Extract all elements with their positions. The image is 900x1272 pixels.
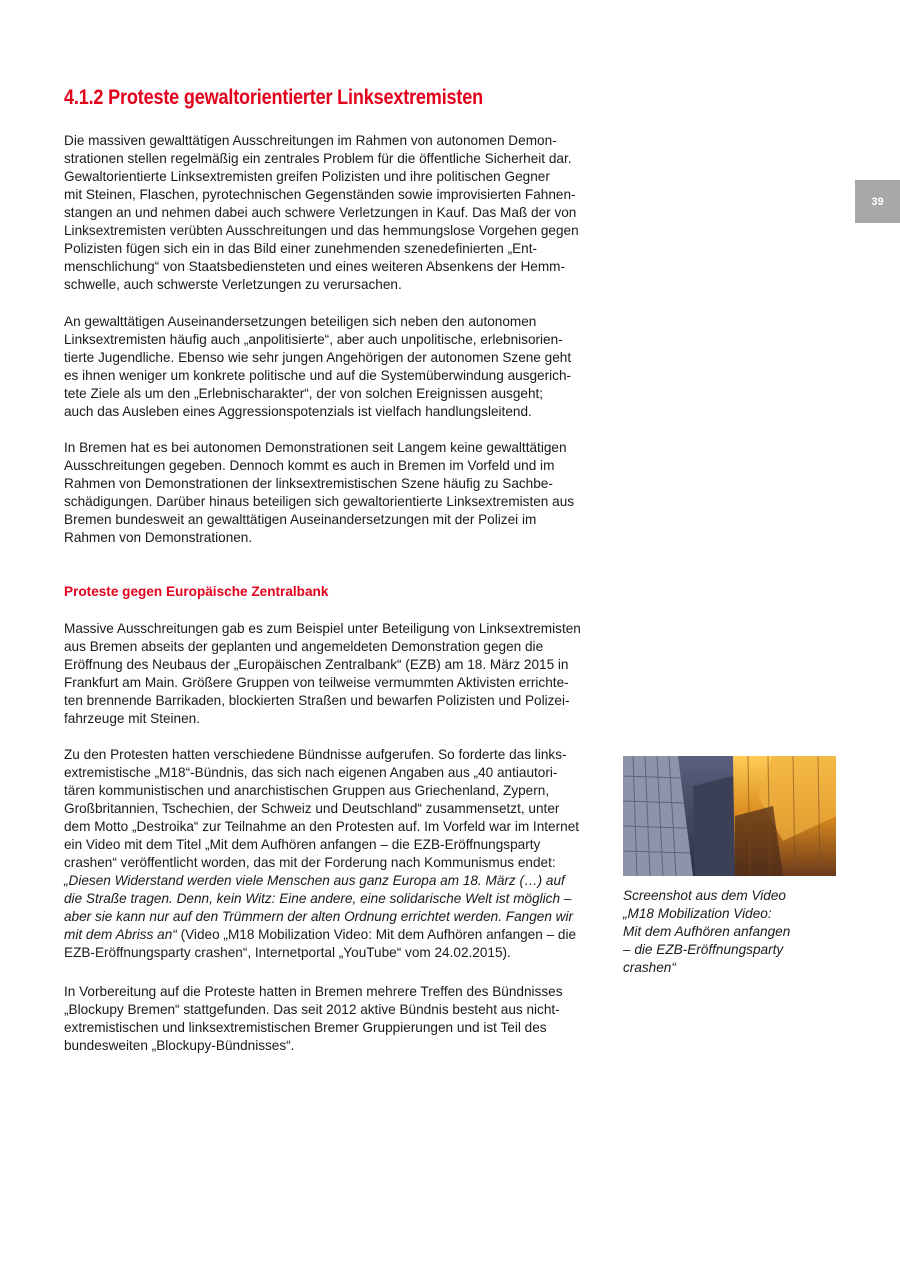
paragraph-line: In Bremen hat es bei autonomen Demonstrationen seit Langem keine gewalttätigen bbox=[64, 440, 567, 455]
paragraph-line: Linksextremisten häufig auch „anpolitisierte“, aber auch unpolitische, erlebnisorien- bbox=[64, 332, 563, 347]
video-screenshot-image bbox=[623, 756, 836, 876]
source-reference: (Video „M18 Mobilization Video: Mit dem Aufhören anfangen – die bbox=[176, 927, 577, 942]
paragraph-2 bbox=[64, 313, 614, 421]
paragraph-line: crashen“ veröffentlicht worden, das mit der Forderung nach Kommunismus endet: bbox=[64, 855, 556, 870]
paragraph-line: Eröffnung des Neubaus der „Europäischen Zentralbank“ (EZB) am 18. März 2015 in bbox=[64, 657, 569, 672]
caption-line: Mit dem Aufhören anfangen bbox=[623, 924, 791, 939]
caption-line: „M18 Mobilization Video: bbox=[623, 906, 772, 921]
quote-text: mit dem Abriss an“ bbox=[64, 927, 177, 942]
paragraph-line: Rahmen von Demonstrationen der linksextremistischen Szene häufig zu Sachbe- bbox=[64, 476, 553, 491]
quote-line bbox=[64, 890, 614, 908]
paragraph-line: tären kommunistischen und anarchistischen Gruppen aus Griechenland, Zypern, bbox=[64, 783, 550, 798]
paragraph-line: tete Ziele als um den „Erlebnischarakter“, der von solchen Ereignissen ausgeht; bbox=[64, 386, 544, 401]
paragraph-line: tierte Jugendliche. Ebenso wie sehr jungen Angehörigen der autonomen Szene geht bbox=[64, 350, 572, 365]
quote-text: aber sie kann nur auf den Trümmern der alten Ordnung errichtet werden. Fangen wir bbox=[64, 909, 574, 924]
quote-text: „Diesen Widerstand werden viele Menschen aus ganz Europa am 18. März (…) auf bbox=[64, 873, 565, 888]
paragraph-line: „Blockupy Bremen“ stattgefunden. Das seit 2012 aktive Bündnis besteht aus nicht- bbox=[64, 1002, 560, 1017]
paragraph-line: ten brennende Barrikaden, blockierten Straßen und bewarfen Polizisten und Polizei- bbox=[64, 693, 570, 708]
paragraph-line: Ausschreitungen gegeben. Dennoch kommt es auch in Bremen im Vorfeld und im bbox=[64, 458, 555, 473]
paragraph-line: Bremen bundesweit an gewalttätigen Auseinandersetzungen mit der Polizei im bbox=[64, 512, 537, 527]
paragraph-line: Rahmen von Demonstrationen. bbox=[64, 530, 253, 545]
paragraph-line: bundesweiten „Blockupy-Bündnisses“. bbox=[64, 1038, 295, 1053]
paragraph-1 bbox=[64, 132, 614, 294]
quote-line bbox=[64, 926, 614, 944]
paragraph-line: menschlichung“ von Staatsbediensteten und eines weiteren Absenkens der Hemm- bbox=[64, 259, 565, 274]
building-photo-illustration bbox=[623, 756, 836, 876]
paragraph-line: EZB-Eröffnungsparty crashen“, Internetportal „YouTube“ vom 24.02.2015). bbox=[64, 945, 511, 960]
paragraph-line: aus Bremen abseits der geplanten und angemeldeten Demonstration gegen die bbox=[64, 639, 544, 654]
quote-text: die Straße tragen. Denn, kein Witz: Eine andere, eine solidarische Welt ist möglich – bbox=[64, 891, 572, 906]
paragraph-line: schwelle, auch schwerste Verletzungen zu verursachen. bbox=[64, 277, 402, 292]
paragraph-3 bbox=[64, 439, 614, 547]
paragraph-line: In Vorbereitung auf die Proteste hatten in Bremen mehrere Treffen des Bündnisses bbox=[64, 984, 563, 999]
quote-line bbox=[64, 872, 614, 890]
paragraph-line: Gewaltorientierte Linksextremisten greifen Polizisten und ihre politischen Gegner bbox=[64, 169, 550, 184]
paragraph-line: Frankfurt am Main. Größere Gruppen von teilweise vermummten Aktivisten errichte- bbox=[64, 675, 569, 690]
paragraph-line: schädigungen. Darüber hinaus beteiligen sich gewaltorientierte Linksextremisten aus bbox=[64, 494, 575, 509]
subsection-title: Proteste gegen Europäische Zentralbank bbox=[64, 584, 329, 599]
paragraph-line: stangen an und nehmen dabei auch schwere Verletzungen in Kauf. Das Maß der von bbox=[64, 205, 577, 220]
paragraph-line: strationen stellen regelmäßig ein zentrales Problem für die öffentliche Sicherheit dar. bbox=[64, 151, 572, 166]
figure-caption bbox=[623, 887, 843, 977]
paragraph-line: extremistischen und linksextremistischen Bremer Gruppierungen und ist Teil des bbox=[64, 1020, 547, 1035]
paragraph-line: mit Steinen, Flaschen, pyrotechnischen Gegenständen sowie improvisierten Fahnen- bbox=[64, 187, 576, 202]
section-title: 4.1.2 Proteste gewaltorientierter Linksextremisten bbox=[64, 86, 483, 109]
paragraph-line: dem Motto „Destroika“ zur Teilnahme an den Protesten auf. Im Vorfeld war im Internet bbox=[64, 819, 580, 834]
paragraph-5 bbox=[64, 746, 614, 962]
paragraph-line: es ihnen weniger um konkrete politische und auf die Systemüberwindung ausgerich- bbox=[64, 368, 572, 383]
quote-line bbox=[64, 908, 614, 926]
caption-line: crashen“ bbox=[623, 960, 676, 975]
paragraph-4 bbox=[64, 620, 614, 728]
paragraph-line: Zu den Protesten hatten verschiedene Bündnisse aufgerufen. So forderte das links- bbox=[64, 747, 567, 762]
paragraph-line: Linksextremisten verübten Ausschreitungen und das hemmungslose Vorgehen gegen bbox=[64, 223, 579, 238]
paragraph-line: Polizisten fügen sich ein in das Bild einer zunehmenden szenedefinierten „Ent- bbox=[64, 241, 538, 256]
paragraph-line: Die massiven gewalttätigen Ausschreitungen im Rahmen von autonomen Demon- bbox=[64, 133, 557, 148]
paragraph-6 bbox=[64, 983, 614, 1055]
caption-line: – die EZB-Eröffnungsparty bbox=[623, 942, 784, 957]
caption-line: Screenshot aus dem Video bbox=[623, 888, 786, 903]
paragraph-line: auch das Ausleben eines Aggressionspotenzials ist vielfach handlungsleitend. bbox=[64, 404, 532, 419]
paragraph-line: fahrzeuge mit Steinen. bbox=[64, 711, 201, 726]
page-number: 39 bbox=[871, 195, 884, 208]
paragraph-line: extremistische „M18“-Bündnis, das sich nach eigenen Angaben aus „40 antiautori- bbox=[64, 765, 558, 780]
paragraph-line: Großbritannien, Tschechien, der Schweiz und Deutschland“ zusammensetzt, unter bbox=[64, 801, 560, 816]
paragraph-line: An gewalttätigen Auseinandersetzungen beteiligen sich neben den autonomen bbox=[64, 314, 537, 329]
page-number-tab bbox=[855, 180, 900, 223]
paragraph-line: ein Video mit dem Titel „Mit dem Aufhören anfangen – die EZB-Eröffnungsparty bbox=[64, 837, 541, 852]
paragraph-line: Massive Ausschreitungen gab es zum Beispiel unter Beteiligung von Linksextremisten bbox=[64, 621, 581, 636]
